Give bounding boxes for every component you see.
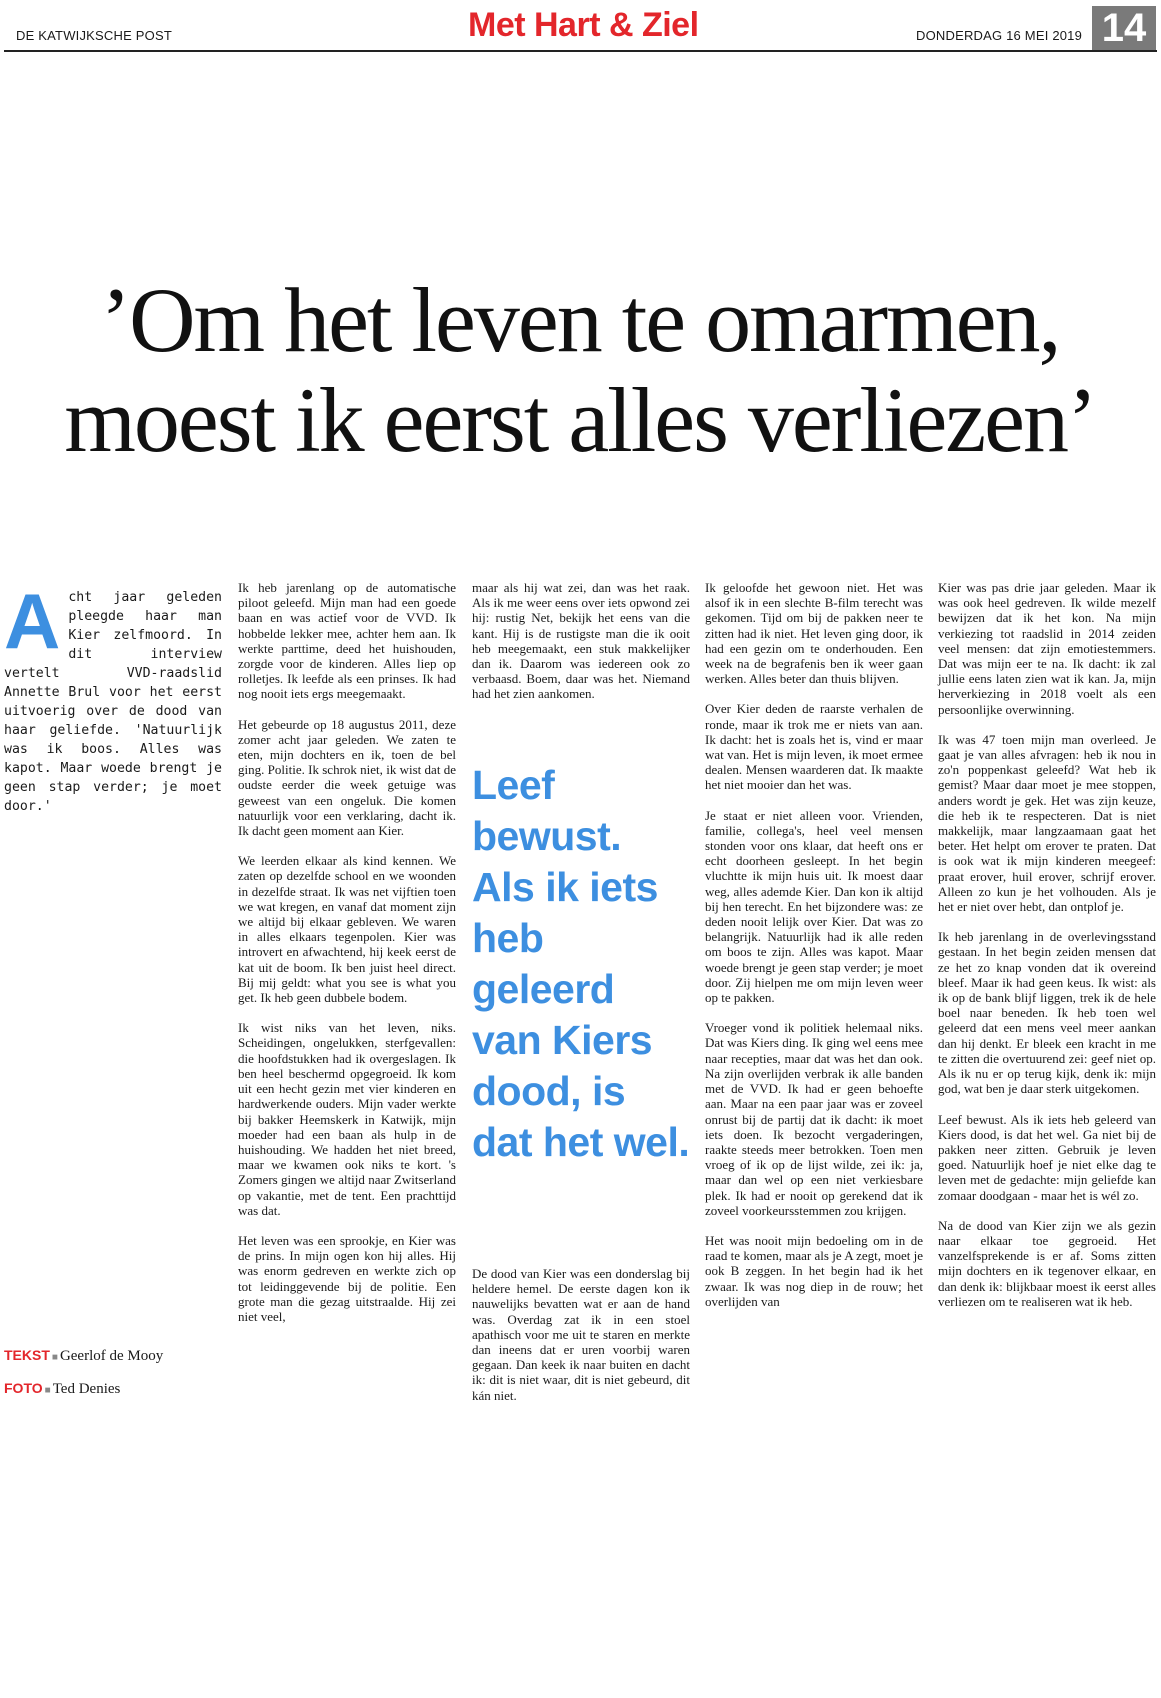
article-column-4 [938, 580, 1156, 1324]
section-title: Met Hart & Ziel [468, 6, 699, 44]
intro-paragraph [4, 577, 222, 816]
paragraph: maar als hij wat zei, dan was het raak. Als ik me weer eens over iets opwond zei hij: rustig Net, bekijk het eens van die kant. Hij is de rustigste man die ik ooit heb meegemaakt, een stuk makkelijker dan ik. Daarom was iedereen ook zo verbaasd. Boem, daar was het. Niemand had het zien aankomen. [472, 580, 690, 702]
paragraph: Kier was pas drie jaar geleden. Maar ik was ook heel gedreven. Ik wilde mezelf bewijzen dat ik het kon. Na mijn verkiezing tot raadslid in 2014 zeiden veel mensen: dat zijn emotiestemmers. Dat was mijn eer te na. Ik dacht: ik zal jullie eens laten zien wat ik kan. Ja, mijn herverkiezing in 2018 voelt als een persoonlijke overwinning. [938, 580, 1156, 717]
paragraph: Het was nooit mijn bedoeling om in de raad te komen, maar als je A zegt, moet je ook B zeggen. In het begin had ik het zwaar. Ik was nog diep in de rouw; het overlijden van [705, 1232, 923, 1309]
intro-text: cht jaar geleden pleegde haar man Kier zelfmoord. In dit interview vertelt VVD-raadslid Annette Brul voor het eerst uitvoerig over de dood van haar geliefde. 'Natuurlijk was ik boos. Alles was kapot. Maar woede brengt je geen stap verder; je moet door.' [4, 590, 222, 814]
credits [4, 1340, 163, 1406]
article-column-1 [238, 580, 456, 1339]
paragraph: De dood van Kier was een donderslag bij heldere hemel. De eerste dagen kon ik nauwelijks bevatten wat er aan de hand was. Overdag zat ik in een stoel apathisch voor me uit te staren en merkte dan ineens dat er uren voorbij waren gegaan. Dan keek ik naar buiten en dacht ik: dit is niet waar, dit is niet gebeurd, dit kán niet. [472, 1266, 690, 1403]
drop-cap: A [4, 577, 61, 665]
paragraph: Je staat er niet alleen voor. Vrienden, familie, collega's, heel veel mensen stonden voor ons klaar, dat heeft ons er echt doorheen gesleept. In het begin vluchtte ik mijn huis uit. Ik moest daar weg, alles ademde Kier. Dan kon ik altijd bij hen terecht. En het bijzondere was: ze deden nooit lelijk over Kier. Dat was zo belangrijk. Natuurlijk had ik alle reden om boos te zijn. Alles was kapot. Maar woede brengt je geen stap verder; je moet door. Zij hielpen me om mijn leven weer op te pakken. [705, 807, 923, 1006]
masthead [4, 4, 1157, 52]
paragraph: Het gebeurde op 18 augustus 2011, deze zomer acht jaar geleden. We zaten te eten, mijn dochters en ik, toen de bel ging. Politie. Ik schrok niet, ik wist dat de oudste eerder die week getuige was geweest van een ongeluk. Die komen natuurlijk voor een verklaring, dacht ik. Ik dacht geen moment aan Kier. [238, 716, 456, 839]
separator-square-icon: ■ [51, 1352, 58, 1363]
headline [40, 270, 1120, 470]
headline-line-1: ’Om het leven te omarmen, [100, 269, 1060, 371]
article-column-2 [472, 580, 690, 717]
paragraph: Vroeger vond ik politiek helemaal niks. Dat was Kiers ding. Ik ging wel eens mee naar recepties, maar dat was het dan ook. Na zijn overlijden verbrak ik alle banden met de VVD. Ik had er geen behoefte aan. Maar na een paar jaar was er zoveel onrust bij de partij dat ik dacht: ik moet iets doen. Ik bezocht vergaderingen, raakte steeds meer betrokken. Toen men vroeg of ik op de lijst wilde, zei ik: ja, maar dan wel op een niet verkiesbare plek. Ik had er nooit op gerekend dat ik zoveel voorkeursstemmen zou krijgen. [705, 1020, 923, 1218]
paragraph: We leerden elkaar als kind kennen. We zaten op dezelfde school en we woonden in dezelfde straat. Ik was net vijftien toen we wat kregen, en vanaf dat moment zijn we altijd bij elkaar gebleven. We waren in alles elkaars tegenpolen. Kier was introvert en afwachtend, hij keek eerst de kat uit de boom. Ik ben juist heel direct. Bij mij geldt: what you see is what you get. Ik heb geen dubbele bodem. [238, 853, 456, 1006]
article-column-3 [705, 580, 923, 1324]
paragraph: Ik was 47 toen mijn man overleed. Je gaat je van alles afvragen: heb ik nou in zo'n poppenkast geleefd? Wat heb ik gemist? Maar daar moet je mee stoppen, anders wordt je gek. Het was zijn keuze, die heb ik te respecteren. Dat is niet makkelijk, maar langzaamaan gaat het beter. Het helpt om erover te praten. Dat is ook wat ik mijn kinderen meegeef: praat erover, huil erover, schrijf erover. Alleen zo kun je het volhouden. Als je het er niet over hebt, dan ontplof je. [938, 731, 1156, 915]
text-credit [4, 1340, 163, 1373]
paragraph: Na de dood van Kier zijn we als gezin naar elkaar toe gegroeid. Het vanzelfsprekende is er af. Soms zitten mijn dochters en ik tegenover elkaar, en dan denk ik: blijkbaar moest ik eerst alles verliezen om te realiseren wat ik heb. [938, 1217, 1156, 1309]
paragraph: Ik geloofde het gewoon niet. Het was alsof ik in een slechte B-film terecht was gekomen. Tijd om bij de pakken neer te zitten had ik niet. Het leven ging door, ik had een gezin om te onderhouden. Een week na de begrafenis ben ik weer gaan werken. Alles beter dan thuis blijven. [705, 580, 923, 687]
page-number: 14 [1092, 6, 1156, 50]
paragraph: Ik wist niks van het leven, niks. Scheidingen, ongelukken, sterfgevallen: die hoofdstukken had ik overgeslagen. Ik ben heel beschermd opgegroeid. Ik kom uit een hecht gezin met vier kinderen en hardwerkende ouders. Mijn vader werkte bij bakker Heemskerk in Katwijk, mijn moeder had een baan als hulp in de huishouding. We hadden het niet breed, maar we kwamen ook niks te kort. 's Zomers gingen we altijd naar Zwitserland op vakantie, met de tent. Een prachttijd was dat. [238, 1020, 456, 1218]
photo-credit-label: FOTO [4, 1380, 43, 1396]
pull-quote: Leef bewust. Als ik iets heb geleerd van Kiers dood, is dat het wel. [472, 762, 690, 1165]
paragraph: Leef bewust. Als ik iets heb geleerd van Kiers dood, is dat het wel. Ga niet bij de pakken neer zitten. Gebruik je leven goed. Natuurlijk hoef je niet elke dag te leven met de gedachte: mijn geliefde kan zomaar doodgaan - maar het is wél zo. [938, 1111, 1156, 1203]
headline-line-2: moest ik eerst alles verliezen’ [64, 369, 1096, 471]
issue-date: DONDERDAG 16 MEI 2019 [916, 28, 1083, 43]
paragraph: Over Kier deden de raarste verhalen de ronde, maar ik trok me er niets van aan. Ik dacht: het is zoals het is, vind er maar wat van. Het is mijn leven, ik moet ermee dealen. Mensen waarderen dat. Ik maakte het niet mooier dan het was. [705, 701, 923, 793]
photo-credit-author: Ted Denies [52, 1381, 121, 1397]
text-credit-label: TEKST [4, 1347, 50, 1363]
photo-credit [4, 1373, 163, 1406]
publication-name: DE KATWIJKSCHE POST [16, 28, 172, 43]
separator-square-icon: ■ [44, 1385, 51, 1396]
paragraph: Ik heb jarenlang op de automatische piloot geleefd. Mijn man had een goede baan en was actief voor de VVD. Ik hobbelde lekker mee, achter hem aan. Ik werkte parttime, deed het huishouden, zorgde voor de kinderen. Alles liep op rolletjes. Ik leefde als een prinses. Ik had nog nooit iets ergs meegemaakt. [238, 580, 456, 702]
text-credit-author: Geerlof de Mooy [59, 1348, 164, 1364]
paragraph: Ik heb jarenlang in de overlevingsstand gestaan. In het begin zeiden mensen dat ze het zo knap vonden dat ik overeind bleef. Maar ik had geen keus. Ik wist: als ik op de bank blijf liggen, trek ik de hele boel naar beneden. Ik heb toen wel geleerd dat een mens veel meer aankan dan hij denkt. Er bleek een kracht in me te zitten die overtuurend zei: geef niet op. Als ik nu er op terug kijk, denk ik: mijn god, wat ben je daar sterk uitgekomen. [938, 929, 1156, 1097]
paragraph: Het leven was een sprookje, en Kier was de prins. In mijn ogen kon hij alles. Hij was enorm gedreven en werkte zich op tot leidinggevende bij de politie. Een grote man die gezag uitstraalde. Hij zei niet veel, [238, 1232, 456, 1324]
